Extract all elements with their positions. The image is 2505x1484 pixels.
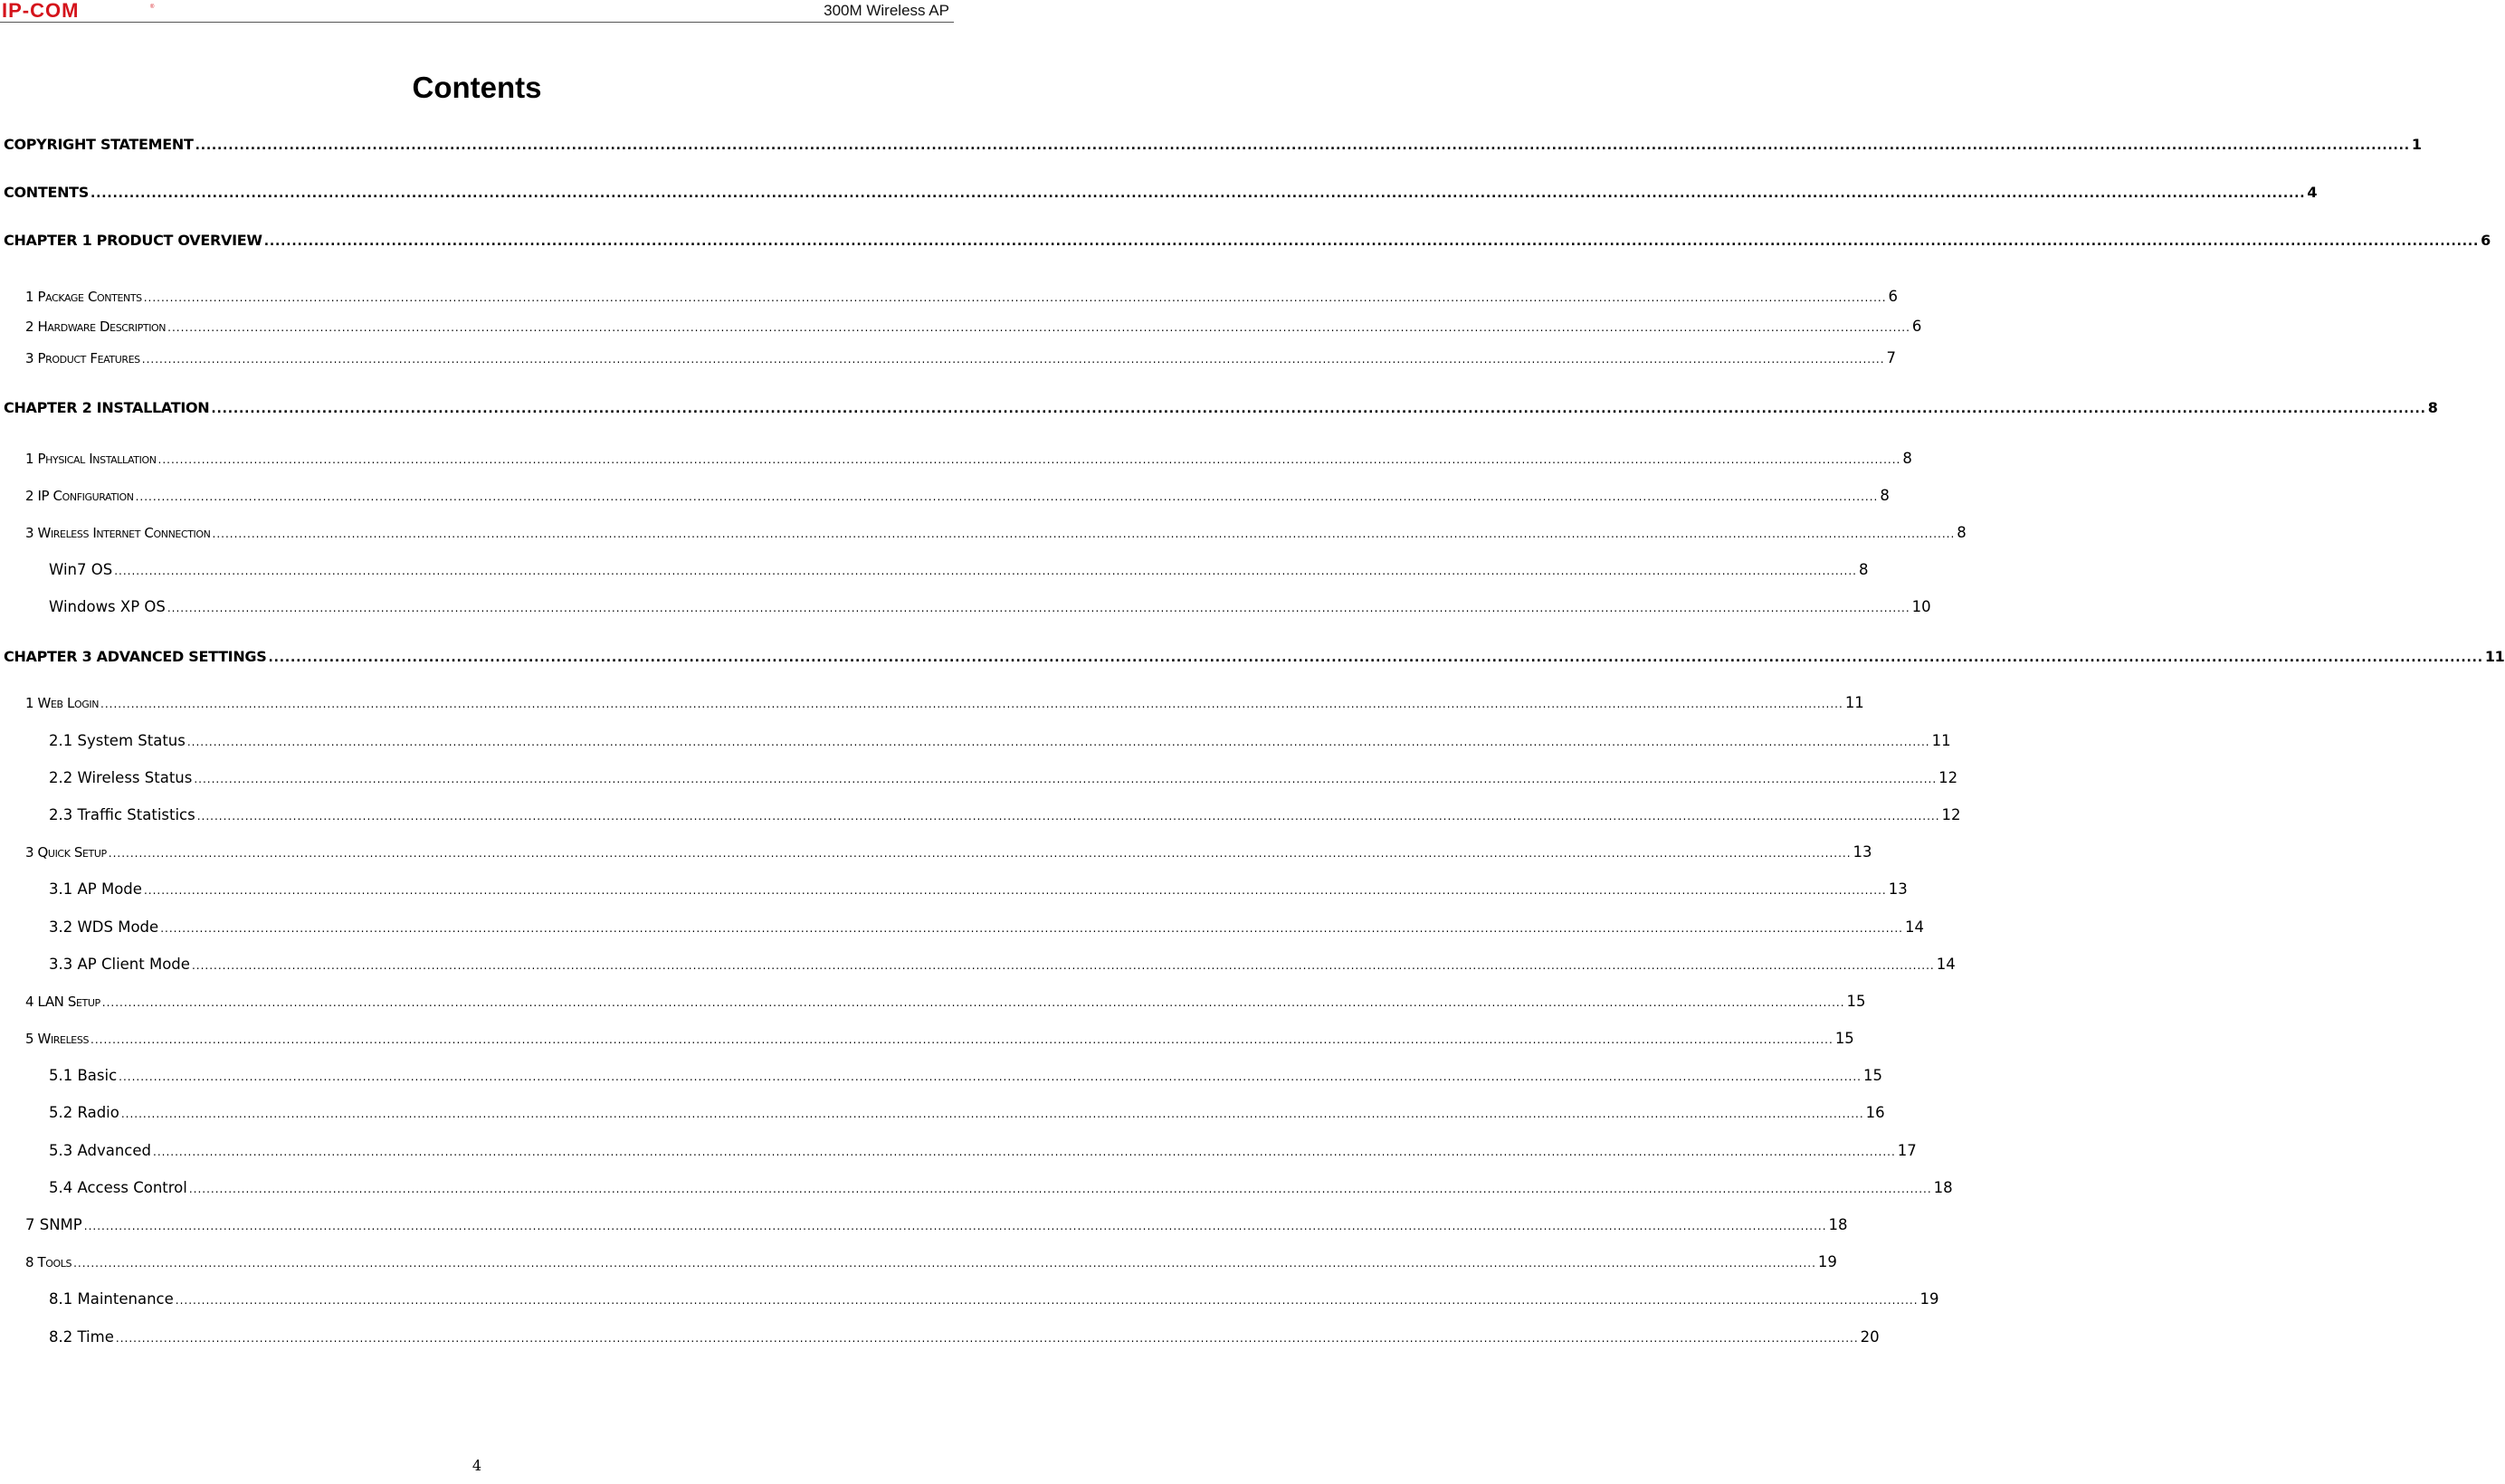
page-header: [0, 0, 954, 24]
toc-entry-page: 15: [1862, 1067, 1882, 1084]
toc-entry[interactable]: [25, 1214, 1848, 1236]
toc-leader-dots: ................................................................................................................................................................................................................................................................................................................................................................................................................: [186, 736, 1930, 748]
toc-leader-dots: ................................................................................................................................................................................................................................................................................................................................................................................................................: [73, 1257, 1816, 1270]
toc-entry-label: CHAPTER 1 PRODUCT OVERVIEW: [4, 232, 262, 249]
toc-entry-page: 11: [2484, 648, 2505, 665]
toc-chapter-entry[interactable]: [4, 646, 2505, 668]
toc-entry[interactable]: [49, 1065, 1882, 1087]
toc-entry[interactable]: [25, 692, 1864, 714]
toc-leader-dots: ................................................................................................................................................................................................................................................................................................................................................................................................................: [100, 698, 1843, 710]
toc-entry-page: 6: [2481, 232, 2491, 249]
toc-entry[interactable]: [49, 954, 1956, 975]
toc-entry-label: COPYRIGHT STATEMENT: [4, 136, 194, 153]
toc-entry-label: 2 IP Configuration: [25, 488, 134, 504]
toc-entry-page: 6: [1911, 318, 1922, 335]
toc-entry-page: 15: [1834, 1030, 1854, 1047]
toc-entry-label: CHAPTER 3 ADVANCED SETTINGS: [4, 648, 267, 665]
toc-leader-dots: ................................................................................................................................................................................................................................................................................................................................................................................................................: [108, 847, 1852, 860]
toc-leader-dots: ................................................................................................................................................................................................................................................................................................................................................................................................................: [101, 996, 1845, 1009]
toc-leader-dots: ................................................................................................................................................................................................................................................................................................................................................................................................................: [114, 565, 1857, 577]
toc-entry-page: 8: [1957, 524, 1967, 541]
toc-leader-dots: ................................................................................................................................................................................................................................................................................................................................................................................................................: [83, 1220, 1827, 1232]
toc-entry-page: 13: [1853, 843, 1872, 861]
toc-entry-page: 16: [1865, 1104, 1885, 1121]
toc-chapter-entry[interactable]: [4, 182, 2318, 204]
toc-leader-dots: ................................................................................................................................................................................................................................................................................................................................................................................................................: [194, 773, 1938, 785]
toc-entry-label: 3 Wireless Internet Connection: [25, 525, 211, 541]
toc-entry-page: 13: [1888, 880, 1908, 898]
toc-entry-page: 14: [1936, 956, 1956, 973]
ip-com-logo: [2, 0, 156, 22]
toc-entry-label: CONTENTS: [4, 184, 90, 201]
toc-entry-label: 8.2 Time: [49, 1328, 114, 1346]
toc-entry[interactable]: [25, 1251, 1837, 1273]
toc-leader-dots: ................................................................................................................................................................................................................................................................................................................................................................................................................: [195, 138, 2410, 153]
toc-entry-label: 5.1 Basic: [49, 1067, 118, 1084]
toc-entry[interactable]: [25, 485, 1890, 507]
toc-chapter-entry[interactable]: [4, 397, 2438, 419]
toc-entry-label: 5.4 Access Control: [49, 1179, 187, 1196]
toc-leader-dots: ................................................................................................................................................................................................................................................................................................................................................................................................................: [212, 528, 1956, 540]
toc-entry-label: Win7 OS: [49, 561, 113, 578]
toc-leader-dots: ................................................................................................................................................................................................................................................................................................................................................................................................................: [153, 1146, 1896, 1158]
toc-entry-label: 1 Web Login: [25, 695, 100, 711]
toc-entry-page: 6: [1888, 288, 1899, 305]
product-name: 300M Wireless AP: [824, 2, 949, 19]
toc-leader-dots: ................................................................................................................................................................................................................................................................................................................................................................................................................: [188, 1183, 1932, 1195]
toc-leader-dots: ................................................................................................................................................................................................................................................................................................................................................................................................................: [157, 453, 1901, 466]
toc-leader-dots: ................................................................................................................................................................................................................................................................................................................................................................................................................: [119, 1070, 1862, 1083]
toc-entry-label: 3.1 AP Mode: [49, 880, 142, 898]
toc-entry-label: Windows XP OS: [49, 598, 166, 615]
toc-entry[interactable]: [25, 522, 1967, 544]
toc-entry-page: 1: [2411, 136, 2422, 153]
toc-entry-label: 3.3 AP Client Mode: [49, 956, 190, 973]
toc-leader-dots: ................................................................................................................................................................................................................................................................................................................................................................................................................: [191, 959, 1935, 972]
toc-entry-label: 2.2 Wireless Status: [49, 769, 193, 786]
toc-entry-page: 8: [1880, 487, 1890, 504]
toc-leader-dots: ................................................................................................................................................................................................................................................................................................................................................................................................................: [143, 291, 1887, 304]
toc-entry-label: 7 SNMP: [25, 1216, 82, 1233]
toc-entry-label: 1 Package Contents: [25, 289, 142, 305]
toc-entry[interactable]: [49, 1102, 1885, 1124]
toc-leader-dots: ................................................................................................................................................................................................................................................................................................................................................................................................................: [196, 810, 1940, 823]
toc-entry-page: 10: [1911, 598, 1931, 615]
page-number: 4: [471, 1457, 482, 1474]
toc-leader-dots: ................................................................................................................................................................................................................................................................................................................................................................................................................: [120, 1108, 1864, 1120]
toc-entry[interactable]: [25, 316, 1922, 338]
toc-entry-label: 3.2 WDS Mode: [49, 918, 159, 936]
toc-entry-page: 11: [1931, 732, 1951, 749]
toc-entry[interactable]: [49, 1327, 1880, 1348]
toc-leader-dots: ................................................................................................................................................................................................................................................................................................................................................................................................................: [90, 186, 2306, 201]
toc-entry-label: 8.1 Maintenance: [49, 1290, 174, 1308]
svg-text:®: ®: [150, 5, 155, 10]
toc-entry-label: 2.3 Traffic Statistics: [49, 806, 195, 823]
toc-entry-page: 4: [2307, 184, 2318, 201]
toc-chapter-entry[interactable]: [4, 230, 2491, 252]
toc-entry-label: 4 LAN Setup: [25, 994, 100, 1010]
toc-entry-page: 11: [1844, 694, 1864, 711]
toc-leader-dots: ................................................................................................................................................................................................................................................................................................................................................................................................................: [263, 234, 2480, 249]
toc-entry[interactable]: [49, 804, 1961, 826]
toc-leader-dots: ................................................................................................................................................................................................................................................................................................................................................................................................................: [211, 402, 2426, 416]
toc-leader-dots: ................................................................................................................................................................................................................................................................................................................................................................................................................: [175, 1294, 1919, 1307]
toc-leader-dots: ................................................................................................................................................................................................................................................................................................................................................................................................................: [141, 353, 1885, 366]
logo-text: IP-COM: [2, 0, 80, 22]
toc-entry-label: 2.1 System Status: [49, 732, 186, 749]
toc-entry-page: 8: [1858, 561, 1869, 578]
toc-entry-page: 18: [1933, 1179, 1953, 1196]
toc-leader-dots: ................................................................................................................................................................................................................................................................................................................................................................................................................: [135, 490, 1879, 503]
toc-leader-dots: ................................................................................................................................................................................................................................................................................................................................................................................................................: [115, 1332, 1859, 1345]
header-divider: [0, 22, 954, 23]
toc-leader-dots: ................................................................................................................................................................................................................................................................................................................................................................................................................: [160, 922, 1903, 935]
toc-entry-label: 5.2 Radio: [49, 1104, 119, 1121]
toc-entry[interactable]: [25, 1028, 1854, 1050]
toc-entry-page: 19: [1817, 1253, 1837, 1270]
toc-entry[interactable]: [49, 1177, 1953, 1199]
toc-entry-page: 12: [1941, 806, 1961, 823]
toc-entry-label: CHAPTER 2 INSTALLATION: [4, 399, 210, 416]
toc-entry-label: 5 Wireless: [25, 1031, 90, 1047]
toc-entry-page: 12: [1938, 769, 1958, 786]
toc-entry[interactable]: [25, 347, 1897, 369]
toc-entry[interactable]: [49, 767, 1958, 789]
toc-entry[interactable]: [49, 596, 1931, 618]
toc-entry-label: 3 Quick Setup: [25, 844, 107, 861]
toc-entry-page: 19: [1919, 1290, 1939, 1308]
toc-entry[interactable]: [49, 1289, 1939, 1310]
toc-entry[interactable]: [25, 842, 1872, 863]
toc-chapter-entry[interactable]: [4, 134, 2422, 156]
toc-leader-dots: ................................................................................................................................................................................................................................................................................................................................................................................................................: [90, 1033, 1834, 1046]
toc-entry[interactable]: [25, 286, 1899, 308]
toc-entry-label: 2 Hardware Description: [25, 319, 167, 335]
toc-entry-page: 8: [1902, 450, 1912, 467]
toc-entry-page: 17: [1897, 1142, 1917, 1159]
toc-entry[interactable]: [49, 1140, 1917, 1162]
toc-entry-page: 7: [1886, 349, 1897, 366]
toc-entry[interactable]: [49, 917, 1924, 938]
toc-entry-label: 5.3 Advanced: [49, 1142, 151, 1159]
toc-entry-page: 8: [2427, 399, 2438, 416]
toc-entry[interactable]: [49, 559, 1869, 581]
toc-leader-dots: ................................................................................................................................................................................................................................................................................................................................................................................................................: [167, 602, 1910, 614]
toc-entry-label: 8 Tools: [25, 1254, 72, 1270]
toc-entry-page: 20: [1860, 1328, 1880, 1346]
toc-entry[interactable]: [49, 730, 1951, 752]
toc-entry[interactable]: [25, 448, 1912, 470]
toc-leader-dots: ................................................................................................................................................................................................................................................................................................................................................................................................................: [143, 884, 1887, 897]
toc-entry-page: 15: [1846, 993, 1866, 1010]
toc-entry-page: 14: [1904, 918, 1924, 936]
toc-entry[interactable]: [25, 991, 1866, 1013]
toc-leader-dots: ................................................................................................................................................................................................................................................................................................................................................................................................................: [268, 651, 2483, 665]
toc-entry-page: 18: [1828, 1216, 1848, 1233]
toc-leader-dots: ................................................................................................................................................................................................................................................................................................................................................................................................................: [167, 321, 1910, 334]
toc-entry-label: 1 Physical Installation: [25, 451, 157, 467]
toc-entry[interactable]: [49, 879, 1908, 900]
page-title: Contents: [412, 71, 542, 104]
toc-entry-label: 3 Product Features: [25, 350, 140, 366]
